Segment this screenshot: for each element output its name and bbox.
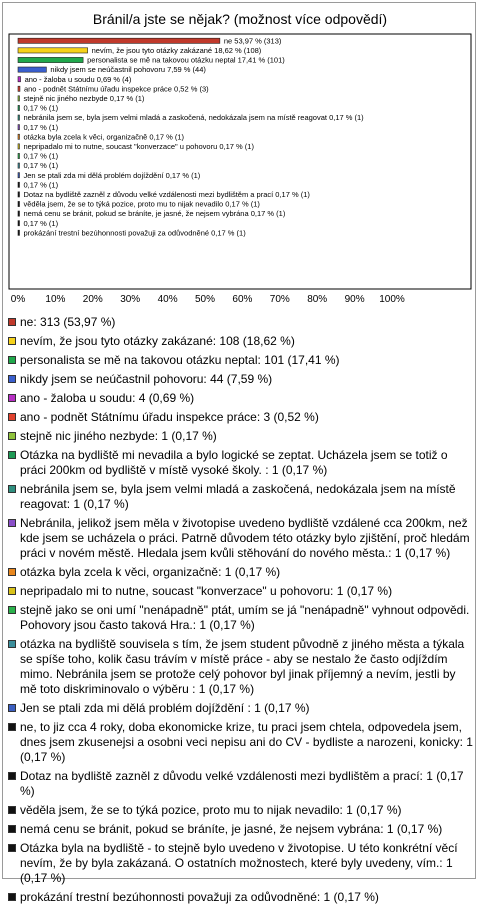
bar-16 xyxy=(18,192,20,197)
legend-label: věděla jsem, že se to týká pozice, proto mu to nijak nevadilo: 1 (0,17 %) xyxy=(20,803,402,817)
x-tick-label: 100% xyxy=(379,294,405,305)
legend-swatch xyxy=(8,337,16,345)
legend-item xyxy=(7,584,473,599)
bar-14 xyxy=(18,173,20,178)
legend-swatch xyxy=(8,806,16,814)
bar-chart-plot xyxy=(0,0,480,312)
legend-swatch xyxy=(8,375,16,383)
legend-item xyxy=(7,516,473,561)
legend-item xyxy=(7,701,473,716)
legend-swatch xyxy=(8,704,16,712)
legend-label: Nebránila, jelikož jsem měla v životopise uvedeno bydliště vzdálené cca 200km, než kde jsem se ucházela o práci. Patrně důvodem této otázky bylo zjištění, proč hledám práci v novém městě. Hledala jsem kvůli stěhování do nového města.: 1 (0,17 %) xyxy=(20,516,470,560)
legend-label: otázka byla zcela k věci, organizačně: 1 (0,17 %) xyxy=(20,565,281,579)
legend-item xyxy=(7,565,473,580)
bar-label-19: 0,17 % (1) xyxy=(23,218,59,228)
bar-6 xyxy=(18,96,20,101)
legend-label: ne: 313 (53,97 %) xyxy=(20,315,116,329)
legend-swatch xyxy=(8,893,16,901)
bar-label-7: 0,17 % (1) xyxy=(23,103,59,113)
legend-swatch xyxy=(8,772,16,780)
bar-label-13: 0,17 % (1) xyxy=(23,161,59,171)
bar-3 xyxy=(18,67,46,72)
legend-swatch xyxy=(8,451,16,459)
bar-label-11: nepripadalo mi to nutne, soucast "konverzace" u pohovoru 0,17 % (1) xyxy=(23,142,254,151)
legend-swatch xyxy=(8,587,16,595)
legend-item xyxy=(7,315,473,330)
bar-8 xyxy=(18,115,20,120)
x-tick-label: 60% xyxy=(232,294,253,305)
legend-swatch xyxy=(8,568,16,576)
legend-item xyxy=(7,482,473,512)
bar-label-15: 0,17 % (1) xyxy=(23,180,59,190)
legend-swatch xyxy=(8,723,16,731)
bar-18 xyxy=(18,211,20,216)
legend-label: Otázka na bydliště mi nevadila a bylo logické se zeptat. Ucházela jsem se totiž o práci 200km od bydliště v místě vysoké školy. : 1 (0,17 %) xyxy=(20,448,448,477)
legend-item xyxy=(7,334,473,349)
legend-item xyxy=(7,429,473,444)
bar-label-6: stejně nic jiného nezbyde 0,17 % (1) xyxy=(23,94,145,103)
x-tick-label: 0% xyxy=(10,294,26,305)
legend-label: nebránila jsem se, byla jsem velmi mladá a zaskočená, nedokázala jsem na místě reagovat: 1 (0,17 %) xyxy=(20,482,456,511)
bar-label-5: ano - podnět Státnímu úřadu inspekce práce 0,52 % (3) xyxy=(23,84,209,94)
bar-2 xyxy=(18,57,83,62)
legend-label: ano - podnět Státnímu úřadu inspekce práce: 3 (0,52 %) xyxy=(20,410,319,424)
legend-label: Jen se ptali zda mi dělá problém dojíždění : 1 (0,17 %) xyxy=(20,701,310,715)
legend-label: Dotaz na bydliště zazněl z důvodu velké vzdálenosti mezi bydlištěm a prací: 1 (0,17 %) xyxy=(20,769,464,798)
bar-17 xyxy=(18,201,20,206)
bar-label-10: otázka byla zcela k věci, organizačně 0,17 % (1) xyxy=(23,132,184,142)
legend-label: ne, to jiz cca 4 roky, doba ekonomicke krize, tu praci jsem chtela, odpovedela jsem, dnes jsem zkusenejsi a osobni veci nepisu ani do CV - bydliste a narozeni, konicky: 1 (0,17 %) xyxy=(20,720,473,764)
bar-label-18: nemá cenu se bránit, pokud se bráníte, je jasné, že nejsem vybrána 0,17 % (1) xyxy=(23,209,286,219)
bar-11 xyxy=(18,144,20,149)
legend-label: Otázka byla na bydliště - to stejně bylo uvedeno v životopise. U této konkrétní věcí nevím, že by byla zakázaná. O ostatních možnostech, které byly uvedeny, vím.: 1 (0,17 %) xyxy=(20,841,458,885)
bar-10 xyxy=(18,134,20,139)
bar-5 xyxy=(18,86,20,91)
legend-item xyxy=(7,603,473,633)
bar-13 xyxy=(18,163,20,168)
legend-swatch xyxy=(8,640,16,648)
legend-label: nemá cenu se bránit, pokud se bráníte, je jasné, že nejsem vybrána: 1 (0,17 %) xyxy=(20,822,443,836)
bar-label-0: ne 53,97 % (313) xyxy=(223,36,282,46)
bar-20 xyxy=(18,230,20,235)
legend-swatch xyxy=(8,519,16,527)
bar-label-4: ano - žaloba u soudu 0,69 % (4) xyxy=(24,74,132,84)
bar-label-14: Jen se ptali zda mi dělá problém dojíždění 0,17 % (1) xyxy=(23,170,201,180)
legend-swatch xyxy=(8,432,16,440)
x-tick-label: 40% xyxy=(157,294,178,305)
bar-0 xyxy=(18,38,220,43)
x-tick-label: 80% xyxy=(307,294,328,305)
x-tick-label: 20% xyxy=(82,294,103,305)
bar-7 xyxy=(18,105,20,110)
bar-label-2: personalista se mě na takovou otázku neptal 17,41 % (101) xyxy=(87,55,285,65)
bar-15 xyxy=(18,182,20,187)
legend-item xyxy=(7,822,473,837)
chart-title: Bránil/a jste se nějak? (možnost více odpovědí) xyxy=(92,11,388,27)
legend-item xyxy=(7,769,473,799)
bar-1 xyxy=(18,48,88,53)
legend-swatch xyxy=(8,394,16,402)
legend-label: nikdy jsem se neúčastnil pohovoru: 44 (7,59 %) xyxy=(20,372,273,386)
bar-9 xyxy=(18,125,20,130)
x-tick-label: 70% xyxy=(269,294,290,305)
legend-item xyxy=(7,353,473,368)
legend-item xyxy=(7,410,473,425)
legend-item xyxy=(7,372,473,387)
bar-label-17: věděla jsem, že se to týká pozice, proto mu to nijak nevadilo 0,17 % (1) xyxy=(23,199,260,209)
legend-item xyxy=(7,720,473,765)
legend-swatch xyxy=(8,485,16,493)
legend-item xyxy=(7,803,473,818)
legend-item xyxy=(7,448,473,478)
bar-12 xyxy=(18,153,20,158)
bar-4 xyxy=(18,77,21,82)
legend-swatch xyxy=(8,606,16,614)
legend-swatch xyxy=(8,413,16,421)
legend-item xyxy=(7,637,473,697)
legend-swatch xyxy=(8,356,16,364)
bar-label-16: Dotaz na bydliště zazněl z důvodu velké vzdálenosti mezi bydlištěm a prací 0,17 % (1) xyxy=(23,190,310,199)
bar-19 xyxy=(18,221,20,226)
legend-swatch xyxy=(8,844,16,852)
legend-label: stejně jako se oni umí "nenápadně" ptát, umím se já "nenápadně" vyhnout odpovědi. Pohovory jsou často taková Hra.: 1 (0,17 %) xyxy=(20,603,470,632)
legend-label: nepripadalo mi to nutne, soucast "konverzace" u pohovoru: 1 (0,17 %) xyxy=(20,584,393,598)
x-tick-label: 90% xyxy=(344,294,365,305)
bar-label-3: nikdy jsem se neúčastnil pohovoru 7,59 % (44) xyxy=(50,65,206,75)
bar-label-20: prokázání trestní bezúhonnosti považuji za odůvodněné 0,17 % (1) xyxy=(23,228,246,238)
legend-label: nevím, že jsou tyto otázky zakázané: 108 (18,62 %) xyxy=(20,334,295,348)
bar-label-8: nebránila jsem se, byla jsem velmi mladá a zaskočená, nedokázala jsem na místě reagovat 0,17 % (1) xyxy=(23,113,364,123)
legend-item xyxy=(7,890,473,905)
legend-label: stejně nic jiného nezbyde: 1 (0,17 %) xyxy=(20,429,217,443)
x-tick-label: 30% xyxy=(120,294,141,305)
legend-item xyxy=(7,841,473,886)
legend-label: otázka na bydliště souvisela s tím, že jsem student původně z jiného města a týkala se spíše toho, kolik času trávím v místě práce - aby se nestalo že často odjíždím mimo. Nebránila jsem se protože celý pohovor byl jinak příjemný a nevím, jestli by mě toto diskriminovalo o výběru : 1 (0,17 %) xyxy=(20,637,465,696)
legend-label: ano - žaloba u soudu: 4 (0,69 %) xyxy=(20,391,195,405)
x-tick-label: 10% xyxy=(45,294,66,305)
bar-label-1: nevím, že jsou tyto otázky zakázané 18,62 % (108) xyxy=(91,46,262,55)
bar-label-9: 0,17 % (1) xyxy=(23,122,59,132)
legend-label: prokázání trestní bezúhonnosti považuji za odůvodněné: 1 (0,17 %) xyxy=(20,890,379,904)
x-tick-label: 50% xyxy=(194,294,216,305)
legend-label: personalista se mě na takovou otázku neptal: 101 (17,41 %) xyxy=(20,353,340,367)
legend-item xyxy=(7,391,473,406)
legend-swatch xyxy=(8,318,16,326)
chart-legend xyxy=(7,315,473,909)
bar-label-12: 0,17 % (1) xyxy=(23,151,59,161)
legend-swatch xyxy=(8,825,16,833)
